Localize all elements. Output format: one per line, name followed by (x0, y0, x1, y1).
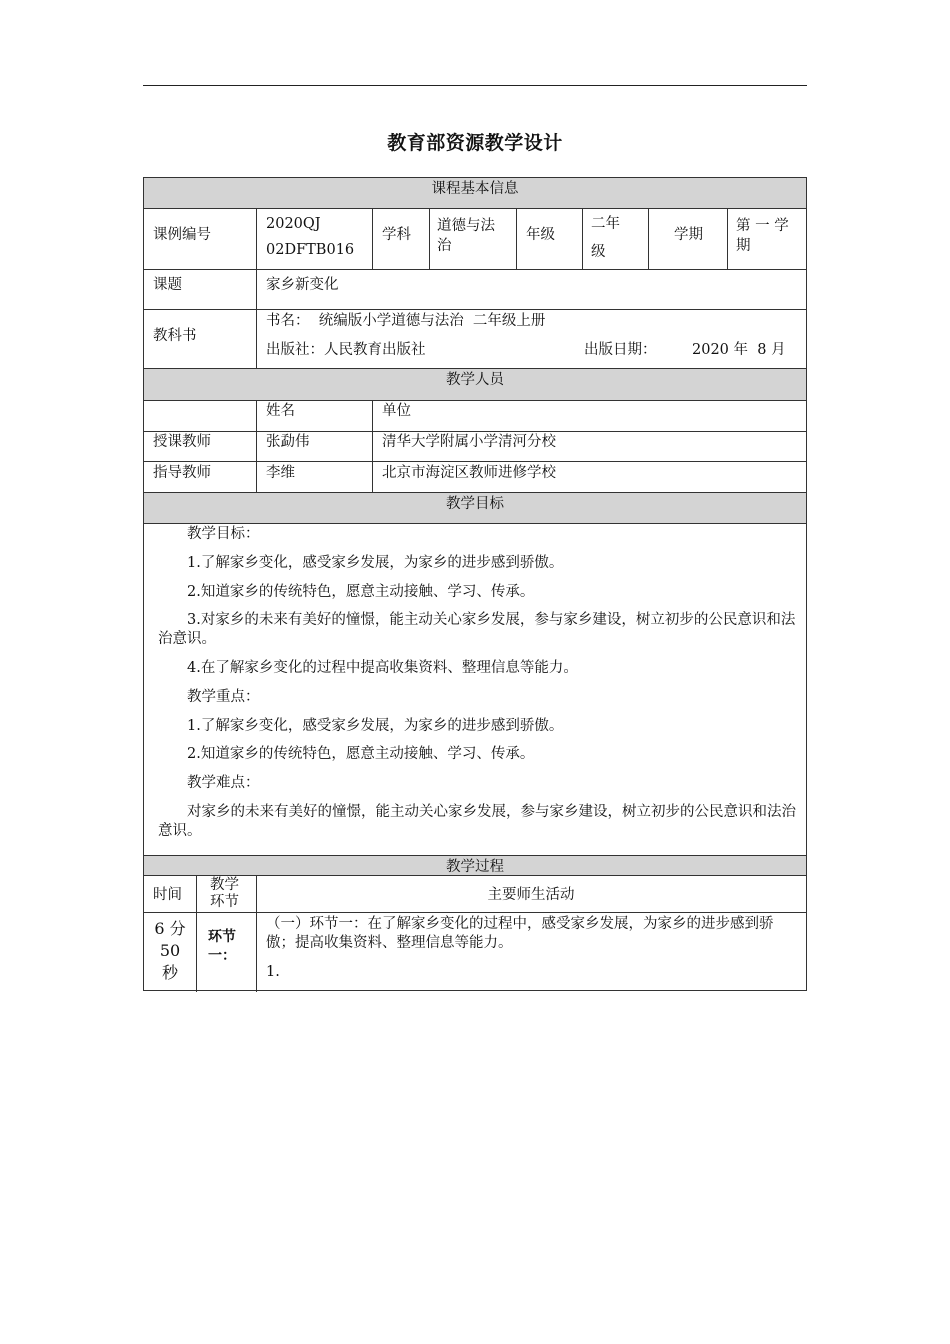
textbook-name: 书名： 统编版小学道德与法治 二年级上册 (266, 313, 546, 329)
process-col-stage: 教学 环节 (210, 877, 239, 910)
process-activity-item: 1. (266, 964, 280, 980)
subject-label: 学科 (382, 227, 411, 243)
section-header-process: 教学过程 (144, 856, 806, 875)
objective-item: 1.了解家乡变化，感受家乡发展，为家乡的进步感到骄傲。 (187, 555, 564, 571)
staff-role: 指导教师 (153, 465, 211, 481)
staff-name: 李维 (266, 465, 295, 481)
process-col-activity: 主要师生活动 (487, 887, 575, 903)
textbook-pub-date-label: 出版日期： (584, 342, 657, 358)
case-number-label: 课例编号 (153, 227, 211, 243)
case-number-value: 2020QJ 02DFTB016 (266, 216, 355, 258)
process-time: 6 分 50 秒 (154, 919, 186, 982)
staff-name: 张勐伟 (266, 434, 310, 450)
staff-unit: 北京市海淀区教师进修学校 (382, 465, 556, 481)
objective-item: 4.在了解家乡变化的过程中提高收集资料、整理信息等能力。 (187, 660, 578, 676)
section-header-staff: 教学人员 (144, 369, 806, 400)
key-point-item: 1.了解家乡变化，感受家乡发展，为家乡的进步感到骄傲。 (187, 718, 564, 734)
grade-label: 年级 (526, 227, 555, 243)
process-col-time: 时间 (153, 887, 182, 903)
staff-col-name: 姓名 (266, 403, 295, 419)
objective-item: 3.对家乡的未来有美好的憧憬，能主动关心家乡发展，参与家乡建设，树立初步的公民意识和法治意识。 (158, 612, 796, 647)
lesson-design-table (143, 177, 807, 991)
objectives-heading: 教学目标： (187, 526, 260, 542)
difficulty-item: 对家乡的未来有美好的憧憬，能主动关心家乡发展，参与家乡建设，树立初步的公民意识和法治意识。 (158, 804, 796, 839)
textbook-publisher: 出版社：人民教育出版社 (266, 342, 426, 358)
process-activity: （一）环节一：在了解家乡变化的过程中，感受家乡发展，为家乡的进步感到骄傲；提高收集资料、整理信息等能力。 (266, 916, 774, 951)
section-header-basic-info: 课程基本信息 (144, 178, 806, 208)
section-header-objectives: 教学目标 (144, 493, 806, 523)
term-label: 学期 (674, 227, 703, 243)
key-point-item: 2.知道家乡的传统特色，愿意主动接触、学习、传承。 (187, 746, 535, 762)
objective-item: 2.知道家乡的传统特色，愿意主动接触、学习、传承。 (187, 584, 535, 600)
term-value: 第 一 学 期 (736, 218, 789, 254)
subject-value: 道德与法 治 (437, 218, 495, 254)
difficulty-heading: 教学难点： (187, 775, 260, 791)
process-stage: 环节 一： (208, 929, 236, 964)
page-title: 教育部资源教学设计 (387, 132, 563, 154)
topic-label: 课题 (153, 277, 182, 293)
staff-unit: 清华大学附属小学清河分校 (382, 434, 556, 450)
topic-value: 家乡新变化 (266, 277, 339, 293)
staff-col-unit: 单位 (382, 403, 411, 419)
key-points-heading: 教学重点： (187, 689, 260, 705)
textbook-pub-date: 2020 年 8 月 (692, 342, 786, 358)
textbook-label: 教科书 (153, 328, 197, 344)
grade-value: 二年 级 (591, 216, 620, 260)
header-rule (143, 85, 807, 86)
staff-role: 授课教师 (153, 434, 211, 450)
